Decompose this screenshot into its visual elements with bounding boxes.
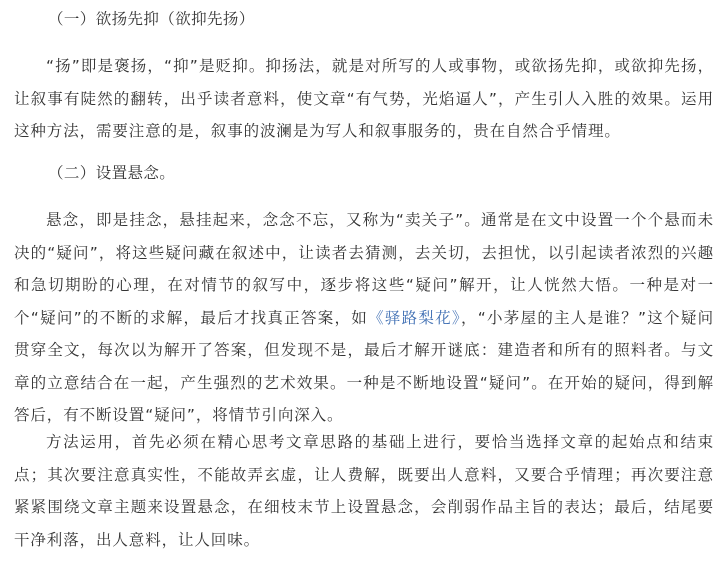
paragraph-suspense-definition bbox=[14, 204, 714, 432]
article-link-yilu-lihua[interactable]: 《驿路梨花》 bbox=[368, 308, 461, 327]
paragraph-method-usage: 方法运用，首先必须在精心思考文章思路的基础上进行，要恰当选择文章的起始点和结束点；其次要注意真实性，不能故弄玄虚，让人费解，既要出人意料，又要合乎情理；再次要注意紧紧围绕文章主题来设置悬念，在细枝末节上设置悬念，会削弱作品主旨的表达；最后，结尾要干净利落，出人意料，让人回味。 bbox=[14, 433, 714, 549]
section-heading-suspense: （二）设置悬念。 bbox=[48, 164, 176, 182]
paragraph-text-before-link: 悬念，即是挂念，悬挂起来，念念不忘，又称为“卖关子”。通常是在文中设置一个个悬而未决的“疑问”，将这些疑问藏在叙述中，让读者去猜测，去关切，去担忧，以引起读者浓烈的兴趣和急切期盼的心理，在对情节的叙写中，逐步将这些“疑问”解开，让人恍然大悟。一种是对一个“疑问”的不断的求解，最后才找真正答案，如 bbox=[14, 211, 714, 327]
section-heading-contrast: （一）欲扬先抑（欲抑先扬） bbox=[48, 10, 255, 28]
paragraph-text-after-link: ，“小茅屋的主人是谁？”这个疑问贯穿全文，每次以为解开了答案，但发现不是，最后才解开谜底：建造者和所有的照料者。与文章的立意结合在一起，产生强烈的艺术效果。一种是不断地设置“疑问”。在开始的疑问，得到解答后，有不断设置“疑问”，将情节引向深入。 bbox=[14, 308, 714, 424]
paragraph-contrast-technique: “扬”即是褒扬，“抑”是贬抑。抑扬法，就是对所写的人或事物，或欲扬先抑，或欲抑先扬，让叙事有陡然的翻转，出乎读者意料，使文章“有气势，光焰逼人”，产生引人入胜的效果。运用这种方法，需要注意的是，叙事的波澜是为写人和叙事服务的，贵在自然合乎情理。 bbox=[14, 57, 714, 140]
